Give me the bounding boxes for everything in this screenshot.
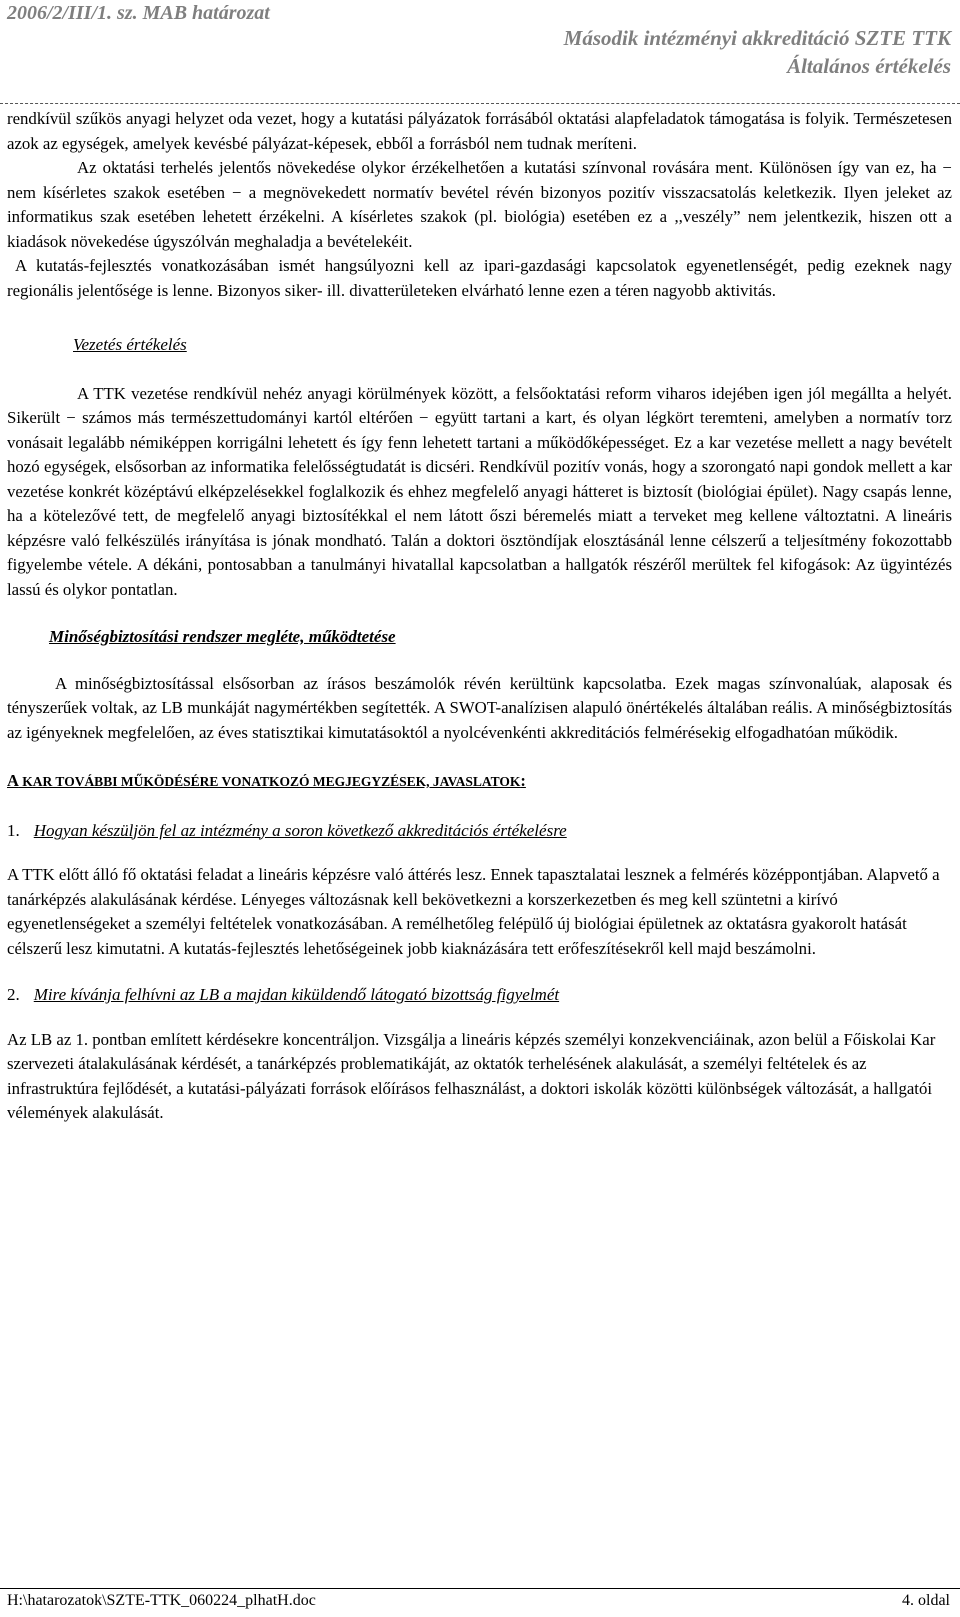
paragraph-visiting-committee: Az LB az 1. pontban említett kérdésekre koncentráljon. Vizsgálja a lineáris képzés személyi konzekvenciáinak, azon belül a Főiskolai Kar szervezeti átalakulásának kérdését, a tanárképzés problematikáját, az oktatók terhelésének alakulását, a személyi feltételek és az infrastruktúra fejlődését, a kutatási-pályázati források előírásos felhasználást, a doktori iskolák közötti különbségek változását, a hallgatói vélemények alakulását. (7, 1029, 936, 1122)
section-heading-colon: : (520, 771, 526, 790)
question-2-heading (7, 983, 952, 1008)
footer-file-path: H:\hatarozatok\SZTE-TTK_060224_plhatH.doc (7, 1592, 316, 1609)
paragraph-management: A TTK vezetése rendkívül nehéz anyagi körülmények között, a felsőoktatási reform viharos idejében igen jól megállta a helyét. Sikerült − számos más természettudományi kartól eltérően − együtt tartani a kart, és olyan légkört teremteni, amelyben a normatív torz vonásait legalább némiképpen korrigálni lehetett és így fenn lehetett tartani a működőképességet. Ez a kar vezetése mellett a nagy bevételt hozó egységek, elsősorban az informatika felelősségtudatát is dicséri. Rendkívül pozitív vonás, hogy a szorongató napi gondok mellett a kar vezetése konkrét középtávú elképzelésekkel foglalkozik és ehhez megfelelő anyagi hátteret is biztosít (biológiai épület). Nagy csapás lenne, ha a kötelezővé tett, de megfelelő anyagi biztosítékkal el nem látott őszi béremelés miatt a terveket meg kellene változtatni. A lineáris képzésre való felkészülés irányítása is jónak mondható. Talán a doktori ösztöndíjak elosztásánál lenne célszerű a teljesítmény fokozottabb figyelembe vétele. A dékáni, pontosabban a tanulmányi hivatallal kapcsolatban a hallgatók részéről merültek fel kifogások: Az ügyintézés lassú és olykor pontatlan. (7, 383, 952, 599)
question-1-number: 1. (7, 820, 20, 840)
question-2-text: Mire kívánja felhívni az LB a majdan kiküldendő látogató bizottság figyelmét (33, 985, 560, 1004)
header-title-line1: Második intézményi akkreditáció SZTE TTK (563, 26, 951, 50)
section-heading-recommendations (7, 769, 952, 795)
question-2-number: 2. (7, 985, 20, 1004)
section-heading-text: KAR TOVÁBBI MŰKÖDÉSÉRE VONATKOZÓ MEGJEGYZÉSEK, JAVASLATOK (18, 774, 521, 789)
header-title-line2: Általános értékelés (787, 54, 951, 78)
paragraph-funding: rendkívül szűkös anyagi helyzet oda vezet, hogy a kutatási pályázatok forrásából oktatási alapfeladatok támogatása is folyik. Természetesen azok az egységek, amelyek kevésbé pályázat-képesek, ebből a forrásból nem tudnak meríteni. (7, 109, 952, 153)
header-resolution-number: 2006/2/III/1. sz. MAB határozat (7, 2, 270, 24)
header-document-title (564, 24, 951, 80)
paragraph-teaching-load: Az oktatási terhelés jelentős növekedése olykor érzékelhetően a kutatási színvonal rovására ment. Különösen így van ez, ha − nem kísérletes szakok esetében − a megnövekedett normatív bevétel révén bizonyos pozitív visszacsatolás keletkezik. Ilyen jeleket az informatikus szak esetében lehetett érzékelni. A kísérletes szakok (pl. biológia) esetében ez a ,,veszély” nem jelentkezik, hiszen ott a kiadások növekedése úgyszólván meghaladja a bevételekéit. (7, 158, 952, 251)
document-body (7, 75, 952, 1126)
footer-divider (0, 1588, 960, 1589)
paragraph-rnd: A kutatás-fejlesztés vonatkozásában ismét hangsúlyozni kell az ipari-gazdasági kapcsolatok egyenetlenségét, pedig ezeknek nagy regionális jelentősége is lenne. Bizonyos siker- ill. divatterületeken elvárható lenne ezen a téren nagyobb aktivitás. (7, 256, 952, 300)
question-1-heading (7, 819, 952, 844)
paragraph-next-accreditation: A TTK előtt álló fő oktatási feladat a lineáris képzésre való áttérés lesz. Ennek tapasztalatai lesznek a felmérés középpontjában. Alapvető a tanárképzés alakulásának kérdése. Lényeges változásnak kell bekövetkezni a korszerkezetben és meg kell szüntetni a kirívó egyenetlenségeket a személyi feltételek vonatkozásában. A remélhetőleg felépülő új biológiai épületnek az oktatásra gyakorolt hatását célszerű lesz kimutatni. A kutatás-fejlesztés lehetőségeinek jobb kiaknázására tett erőfeszítésekről kell majd beszámolni. (7, 865, 940, 958)
section-heading-initial: A (7, 771, 19, 790)
heading-quality-assurance: Minőségbiztosítási rendszer megléte, működtetése (49, 627, 396, 646)
heading-management-evaluation: Vezetés értékelés (73, 335, 187, 354)
footer-page-number: 4. oldal (902, 1592, 950, 1609)
paragraph-quality-assurance: A minőségbiztosítással elsősorban az írásos beszámolók révén kerültünk kapcsolatba. Ezek magas színvonalúak, alaposak és tényszerűek voltak, az LB munkáját nagymértékben segítették. A SWOT-analízisen alapuló önértékelés általában reális. A minőségbiztosítás az igényeknek megfelelően, az éves statisztikai kimutatásoktól a nyolcévenkénti akkreditációs felmérésekig elfogadhatóan működik. (7, 673, 952, 742)
question-1-text: Hogyan készüljön fel az intézmény a soron következő akkreditációs értékelésre (33, 820, 567, 840)
